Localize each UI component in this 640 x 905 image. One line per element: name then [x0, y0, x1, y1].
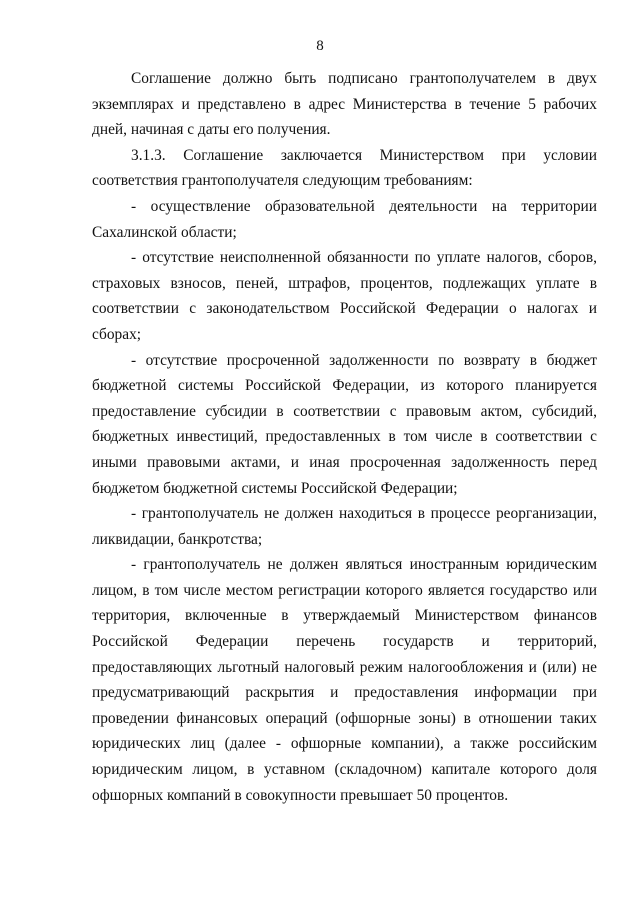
requirement-no-overdue-budget-debt: - отсутствие просроченной задолженности по возврату в бюджет бюджетной системы Российской Федерации, из которого планируется предоставление субсидии в соответствии с правовым актом, субсидий, бюджетных инвестиций, предоставленных в том числе в соответствии с иными правовыми актами, и иная просроченная задолженность перед бюджетом бюджетной системы Российской Федерации;: [92, 351, 597, 497]
requirement-educational-activity: - осуществление образовательной деятельности на территории Сахалинской области;: [92, 197, 597, 241]
requirement-no-tax-debt: - отсутствие неисполненной обязанности по уплате налогов, сборов, страховых взносов, пеней, штрафов, процентов, подлежащих уплате в соответствии с законодательством Российской Федерации о налогах и сборах;: [92, 249, 597, 343]
page-number: 8: [316, 38, 324, 54]
requirement-not-foreign-offshore: - грантополучатель не должен являться иностранным юридическим лицом, в том числе местом регистрации которого является государство или территория, включенные в утверждаемый Министерством финансов Российской Федерации перечень государств и территорий, предоставляющих льготный налоговый режим налогообложения и (или) не предусматривающий раскрытия и предоставления информации при проведении финансовых операций (офшорные зоны) в отношении таких юридических лиц (далее - офшорные компании), а также российским юридическим лицом, в уставном (складочном) капитале которого доля офшорных компаний в совокупности превышает 50 процентов.: [92, 556, 597, 804]
document-body: [92, 66, 597, 808]
requirement-no-reorganization: - грантополучатель не должен находиться в процессе реорганизации, ликвидации, банкротства;: [92, 505, 597, 548]
paragraph-agreement-signing: Соглашение должно быть подписано грантополучателем в двух экземплярах и представлено в адрес Министерства в течение 5 рабочих дней, начиная с даты его получения.: [92, 70, 597, 139]
paragraph-clause-3-1-3: 3.1.3. Соглашение заключается Министерством при условии соответствия грантополучателя следующим требованиям:: [92, 146, 597, 190]
